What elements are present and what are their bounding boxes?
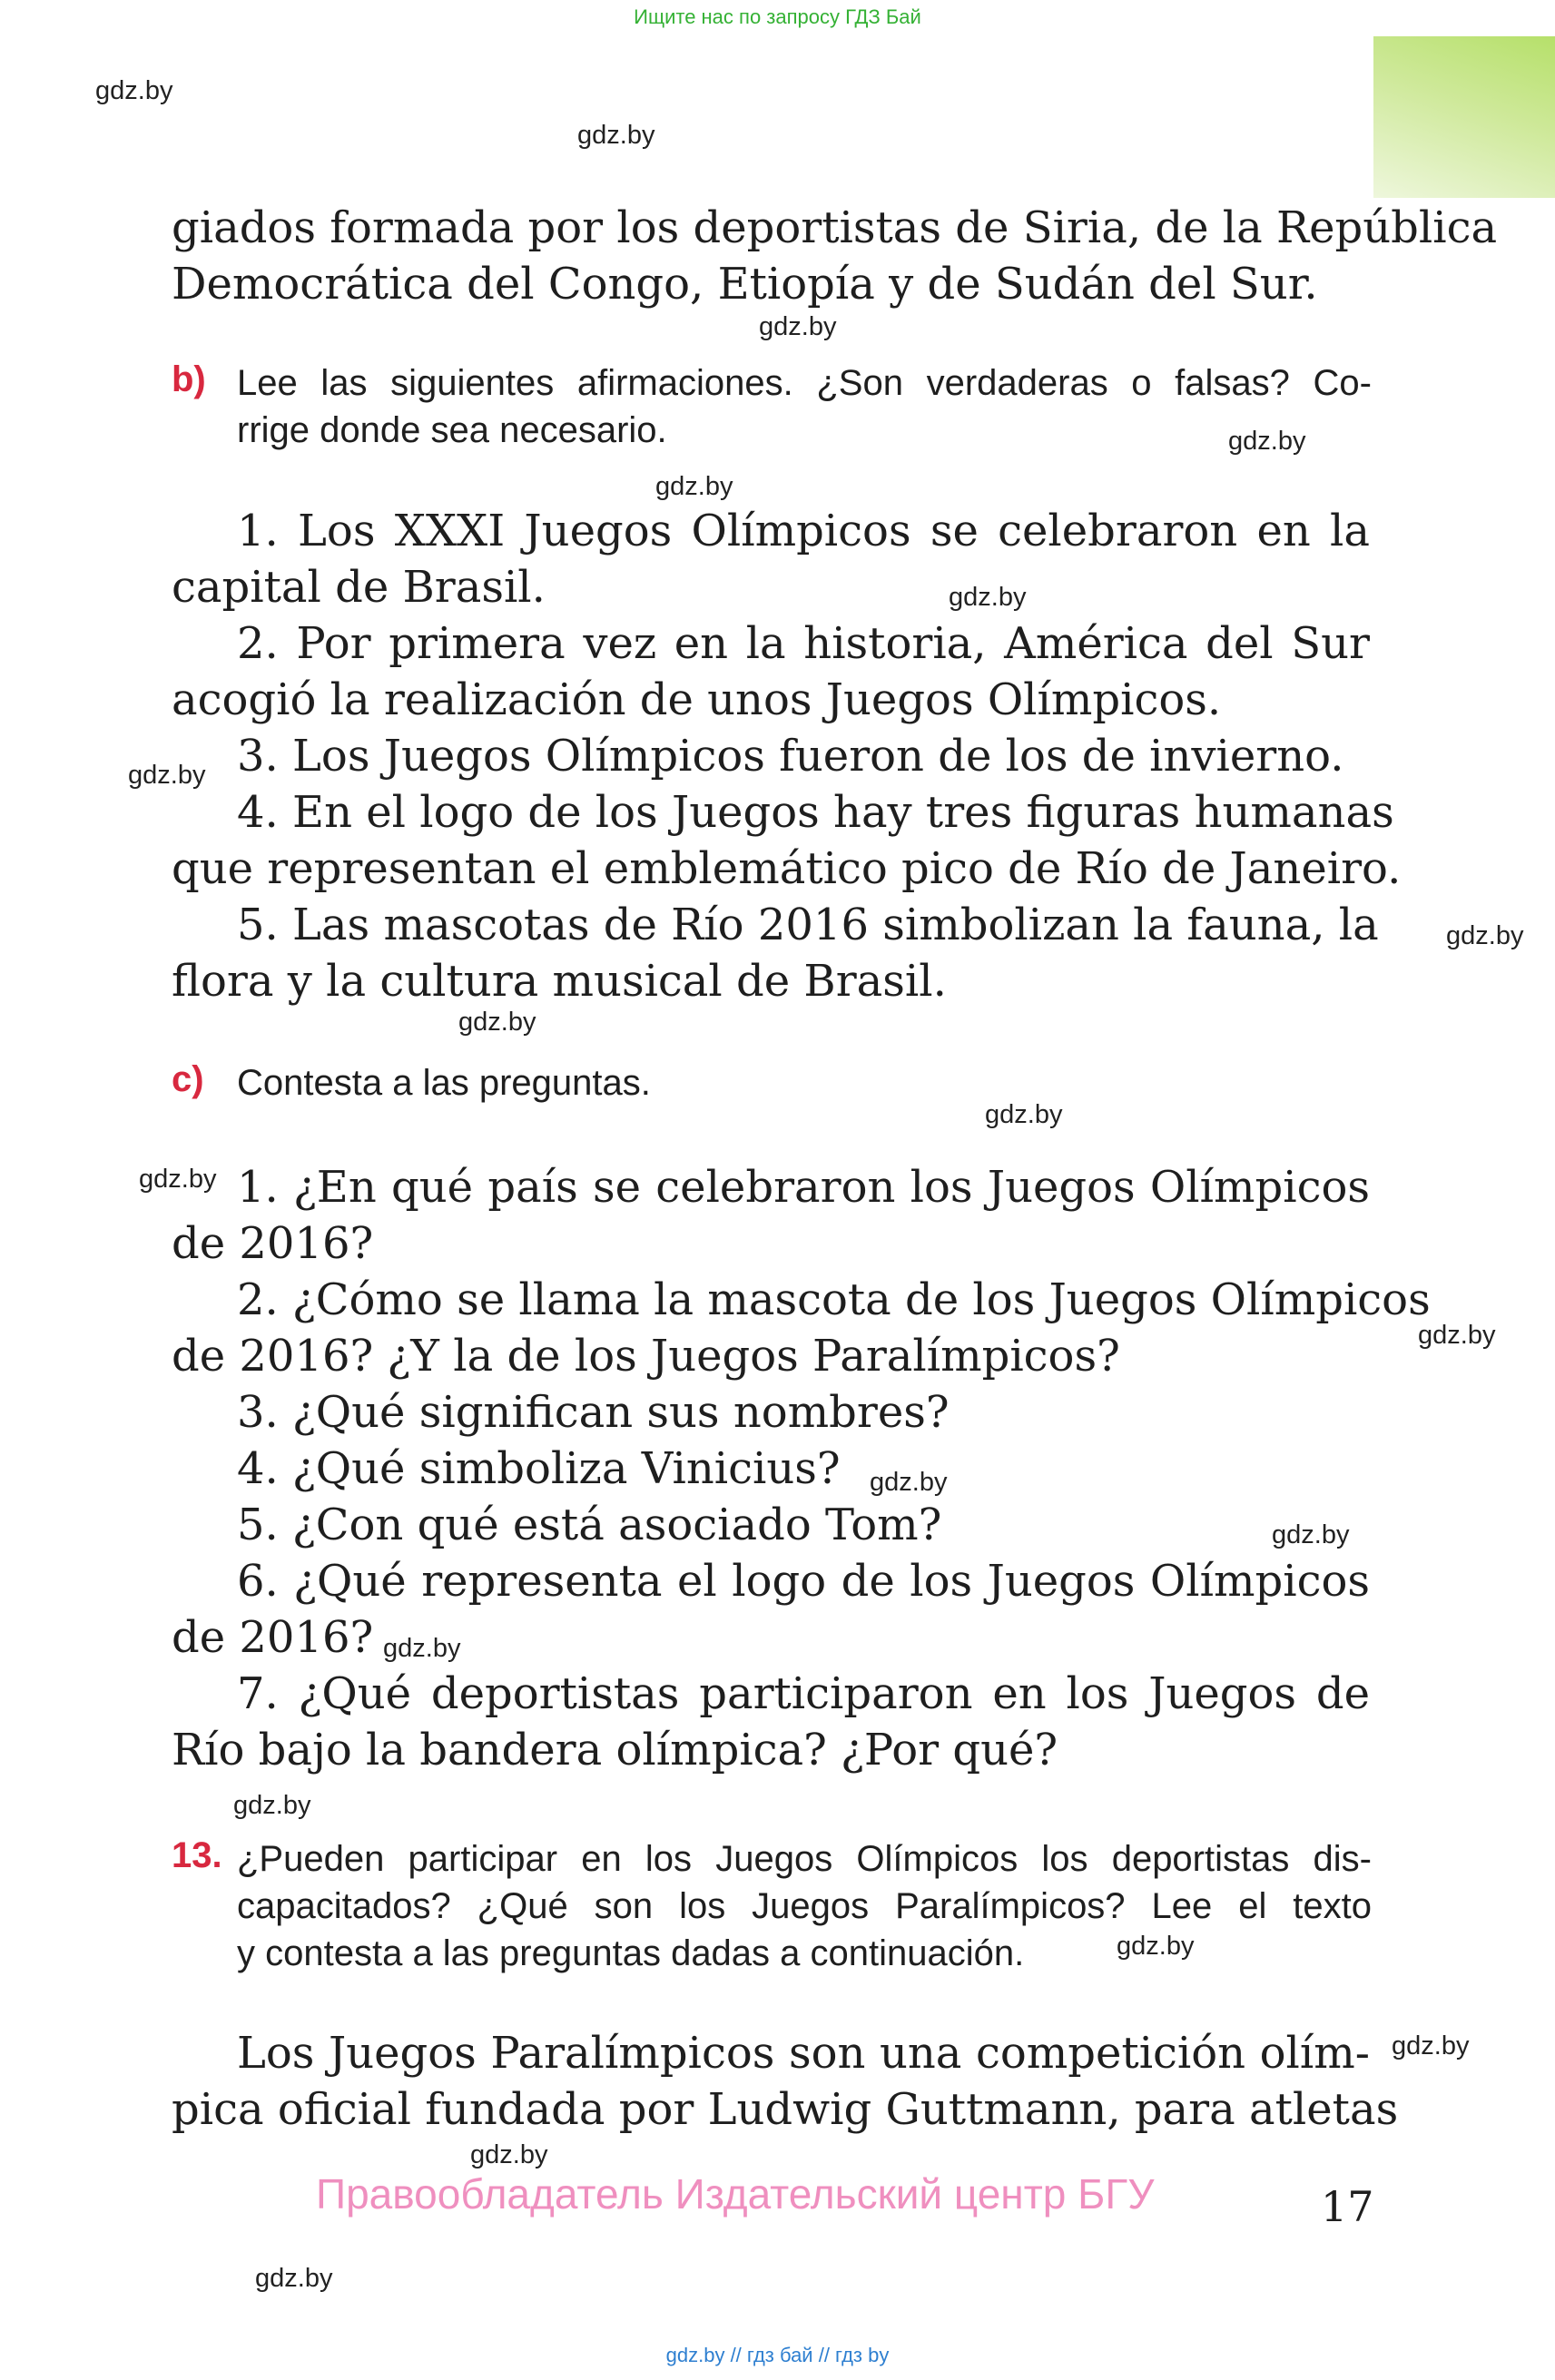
watermark: gdz.by <box>128 761 206 790</box>
task-13-instruction: capacitados? ¿Qué son los Juegos Paralímpicos? Lee el texto <box>237 1886 1372 1926</box>
watermark: gdz.by <box>655 472 733 501</box>
statement: que representan el emblemático pico de Río de Janeiro. <box>172 843 1402 894</box>
statement: 5. Las mascotas de Río 2016 simbolizan la fauna, la <box>237 900 1379 950</box>
watermark: gdz.by <box>470 2140 548 2169</box>
task-13-instruction: ¿Pueden participar en los Juegos Olímpicos los deportistas dis- <box>237 1839 1372 1879</box>
watermark: gdz.by <box>1228 427 1306 456</box>
question: 4. ¿Qué simboliza Vinicius? <box>237 1443 841 1494</box>
watermark: gdz.by <box>255 2264 333 2293</box>
watermark: gdz.by <box>577 121 655 150</box>
watermark: gdz.by <box>985 1100 1063 1129</box>
watermark: gdz.by <box>95 76 173 105</box>
statement: 3. Los Juegos Olímpicos fueron de los de invierno. <box>237 731 1344 782</box>
task-b-instruction: Lee las siguientes afirmaciones. ¿Son verdaderas o falsas? Co- <box>237 363 1372 403</box>
question: 6. ¿Qué representa el logo de los Juegos Olímpicos <box>237 1556 1370 1607</box>
page-number: 17 <box>1321 2182 1374 2231</box>
top-search-hint[interactable]: Ищите нас по запросу ГДЗ Бай <box>634 5 921 28</box>
statement: capital de Brasil. <box>172 562 546 613</box>
question: 5. ¿Con qué está asociado Tom? <box>237 1500 942 1550</box>
watermark: gdz.by <box>1272 1520 1350 1549</box>
question: de 2016? ¿Y la de los Juegos Paralímpicos? <box>172 1331 1120 1382</box>
watermark: gdz.by <box>1446 921 1524 950</box>
watermark: gdz.by <box>139 1165 217 1194</box>
question: 3. ¿Qué significan sus nombres? <box>237 1387 950 1438</box>
statement: 2. Por primera vez en la historia, América del Sur <box>237 618 1370 669</box>
watermark: gdz.by <box>759 312 837 341</box>
intro-line: giados formada por los deportistas de Siria, de la República <box>172 202 1498 253</box>
watermark: gdz.by <box>1418 1321 1496 1350</box>
task-13-number: 13. <box>172 1835 222 1875</box>
task-b-instruction: rrige donde sea necesario. <box>237 410 667 450</box>
statement: 4. En el logo de los Juegos hay tres figuras humanas <box>237 787 1394 838</box>
intro-line: Democrática del Congo, Etiopía y de Sudán del Sur. <box>172 259 1318 310</box>
watermark: gdz.by <box>1392 2031 1470 2060</box>
task-13-instruction: y contesta a las preguntas dadas a continuación. <box>237 1933 1025 1973</box>
statement: 1. Los XXXI Juegos Olímpicos se celebraron en la <box>237 506 1370 556</box>
question: de 2016? <box>172 1612 374 1663</box>
statement: acogió la realización de unos Juegos Olímpicos. <box>172 674 1222 725</box>
watermark: gdz.by <box>1117 1932 1195 1961</box>
task-c-instruction: Contesta a las preguntas. <box>237 1063 651 1103</box>
bottom-links[interactable]: gdz.by // гдз бай // гдз by <box>665 2344 890 2366</box>
task-c-marker: c) <box>172 1059 204 1099</box>
statement: flora y la cultura musical de Brasil. <box>172 956 947 1007</box>
question: 7. ¿Qué deportistas participaron en los Juegos de <box>237 1668 1370 1719</box>
reading-text-line: Los Juegos Paralímpicos son una competición olím- <box>237 2028 1370 2079</box>
rights-holder: Правообладатель Издательский центр БГУ <box>316 2170 1155 2218</box>
question: Río bajo la bandera olímpica? ¿Por qué? <box>172 1725 1058 1775</box>
watermark: gdz.by <box>233 1791 311 1820</box>
reading-text-line: pica oficial fundada por Ludwig Guttmann, para atletas <box>172 2084 1399 2135</box>
watermark: gdz.by <box>870 1468 948 1497</box>
corner-decoration <box>1373 36 1555 198</box>
watermark: gdz.by <box>949 583 1027 612</box>
watermark: gdz.by <box>458 1008 536 1037</box>
question: 1. ¿En qué país se celebraron los Juegos Olímpicos <box>237 1162 1370 1213</box>
watermark: gdz.by <box>383 1634 461 1663</box>
question: de 2016? <box>172 1218 374 1269</box>
task-b-marker: b) <box>172 359 206 399</box>
question: 2. ¿Cómo se llama la mascota de los Juegos Olímpicos <box>237 1274 1431 1325</box>
